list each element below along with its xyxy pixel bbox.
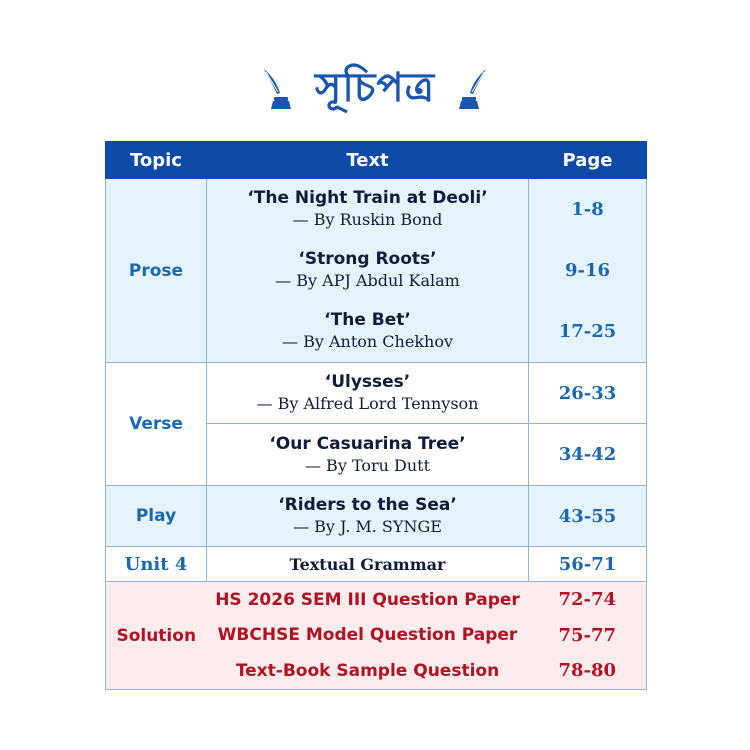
header-page: Page (529, 142, 647, 179)
entry-page: 43-55 (529, 486, 647, 547)
title-bar (0, 58, 750, 120)
solution-item: HS 2026 SEM III Question Paper (207, 582, 529, 618)
table-row (106, 179, 647, 240)
entry-author: — By Alfred Lord Tennyson (256, 394, 479, 413)
entry-title: ‘Strong Roots’ (298, 249, 437, 269)
entry-text (207, 424, 529, 486)
entry-title: ‘The Night Train at Deoli’ (247, 188, 488, 209)
entry-author: — By Ruskin Bond (292, 210, 443, 230)
page-title: সূচিপত্র (315, 64, 435, 111)
entry-author: — By J. M. SYNGE (293, 517, 442, 536)
topic-solution: Solution (106, 582, 207, 690)
entry-text (207, 240, 529, 301)
inkwell-quill-icon (261, 67, 293, 111)
entry-page: 34-42 (529, 424, 647, 486)
entry-text (207, 301, 529, 363)
solution-page: 72-74 (529, 582, 647, 618)
solution-item: Text-Book Sample Question (207, 653, 529, 690)
entry-text (207, 486, 529, 547)
header-row (106, 142, 647, 179)
entry-page: 9-16 (529, 240, 647, 301)
table-row (106, 582, 647, 618)
entry-page: 17-25 (529, 301, 647, 363)
inkwell-quill-icon (457, 67, 489, 111)
topic-unit4: Unit 4 (106, 547, 207, 582)
entry-text (207, 179, 529, 240)
solution-item: WBCHSE Model Question Paper (207, 618, 529, 653)
entry-page: 56-71 (529, 547, 647, 582)
entry-author: — By Anton Chekhov (282, 332, 453, 352)
entry-author: — By APJ Abdul Kalam (275, 271, 460, 290)
entry-title: Textual Grammar (207, 547, 529, 582)
entry-title: ‘Our Casuarina Tree’ (269, 433, 466, 454)
topic-prose: Prose (106, 179, 207, 363)
table-row (106, 363, 647, 424)
header-text: Text (207, 142, 529, 179)
entry-text (207, 363, 529, 424)
table-row (106, 547, 647, 582)
topic-play: Play (106, 486, 207, 547)
solution-page: 78-80 (529, 653, 647, 690)
topic-verse: Verse (106, 363, 207, 486)
entry-page: 26-33 (529, 363, 647, 424)
contents-table (105, 141, 647, 690)
solution-page: 75-77 (529, 618, 647, 653)
entry-title: ‘Ulysses’ (324, 372, 411, 392)
header-topic: Topic (106, 142, 207, 179)
entry-title: ‘Riders to the Sea’ (278, 495, 457, 515)
entry-title: ‘The Bet’ (324, 310, 411, 331)
table-row (106, 486, 647, 547)
entry-author: — By Toru Dutt (304, 455, 431, 475)
entry-page: 1-8 (529, 179, 647, 240)
